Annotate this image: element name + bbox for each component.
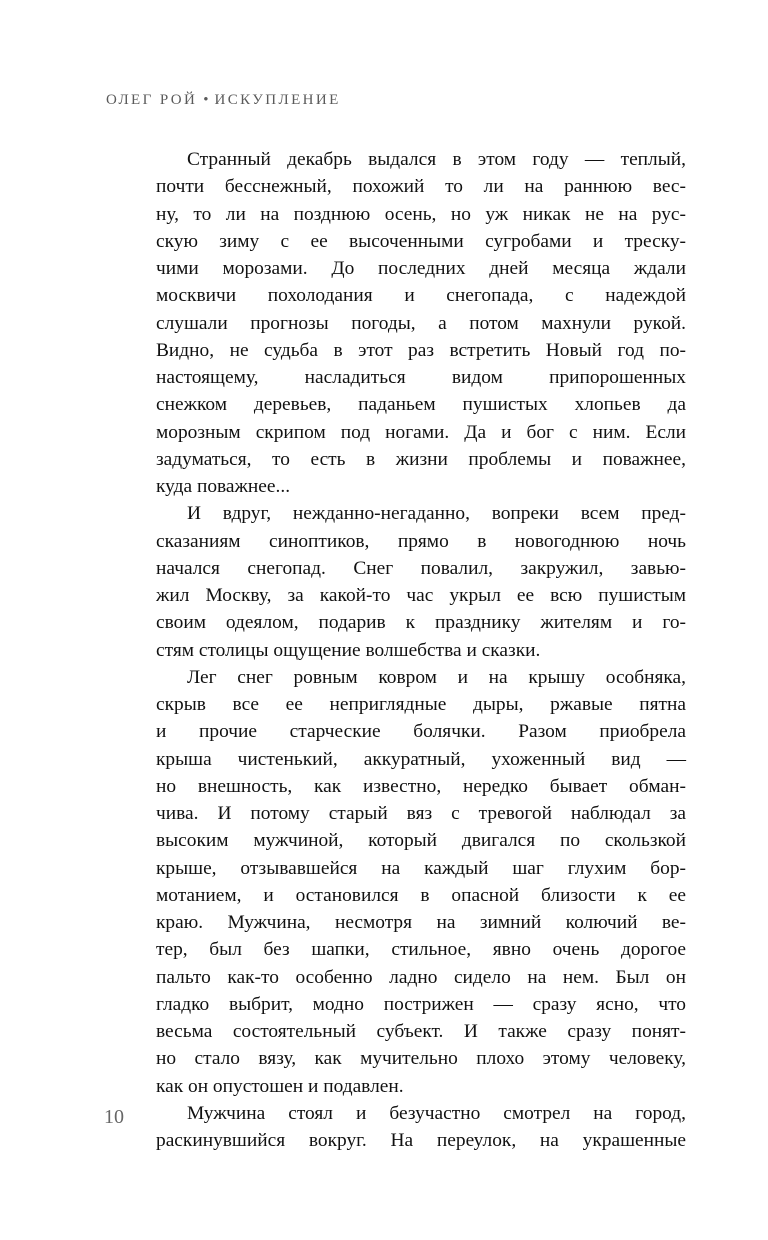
text-line: почти бесснежный, похожий то ли на раннюю вес- (156, 176, 686, 198)
text-line: И вдруг, нежданно-негаданно, вопреки всем пред- (187, 503, 686, 525)
text-line: своим одеялом, подарив к празднику жителям и го- (156, 612, 686, 634)
text-line: снежком деревьев, паданьем пушистых хлопьев да (156, 394, 686, 416)
text-line: задуматься, то есть в жизни проблемы и поважнее, (156, 448, 686, 470)
paragraph (156, 146, 686, 500)
text-line: но стало вязу, как мучительно плохо этому человеку, (156, 1048, 686, 1070)
text-line: скрыв все ее неприглядные дыры, ржавые пятна (156, 694, 686, 715)
text-line: москвичи похолодания и снегопада, с надеждой (156, 285, 686, 307)
text-line: скую зиму с ее высоченными сугробами и треску- (156, 230, 686, 252)
text-line: краю. Мужчина, несмотря на зимний колючий ве- (156, 912, 686, 933)
paragraph (156, 500, 686, 664)
text-line: пальто как-то особенно ладно сидело на нем. Был он (156, 966, 686, 988)
text-line: куда поважнее... (156, 476, 291, 497)
text-line: настоящему, насладиться видом припорошенных (156, 367, 686, 388)
text-line: крыше, отзывавшейся на каждый шаг глухим бор- (156, 857, 686, 879)
text-line: слушали прогнозы погоды, а потом махнули рукой. (156, 312, 686, 334)
text-line: Странный декабрь выдался в этом году — теплый, (187, 149, 686, 170)
paragraph (156, 664, 686, 1100)
text-line: раскинувшийся вокруг. На переулок, на украшенные (156, 1130, 686, 1151)
text-line: жил Москву, за какой-то час укрыл ее всю пушистым (156, 585, 686, 606)
text-line: стям столицы ощущение волшебства и сказки. (156, 639, 541, 661)
text-line: Мужчина стоял и безучастно смотрел на город, (187, 1102, 686, 1124)
body-text (156, 146, 686, 1154)
text-line: высоким мужчиной, который двигался по скользкой (156, 830, 686, 852)
text-line: гладко выбрит, модно пострижен — сразу ясно, что (156, 993, 686, 1015)
text-line: но внешность, как известно, нередко бывает обман- (156, 775, 686, 797)
running-head-title: ИСКУПЛЕНИЕ (214, 92, 341, 108)
text-line: сказаниям синоптиков, прямо в новогоднюю ночь (156, 530, 686, 552)
running-head-author: ОЛЕГ РОЙ (106, 92, 198, 108)
text-line: Видно, не судьба в этот раз встретить Новый год по- (156, 339, 686, 361)
text-line: ну, то ли на позднюю осень, но уж никак не на рус- (156, 203, 686, 225)
text-line: и прочие старческие болячки. Разом приобрела (156, 721, 686, 743)
text-line: чими морозами. До последних дней месяца ждали (156, 258, 686, 279)
text-line: мотанием, и остановился в опасной близости к ее (156, 884, 686, 906)
text-line: тер, был без шапки, стильное, явно очень дорогое (156, 939, 686, 961)
text-line: чива. И потому старый вяз с тревогой наблюдал за (156, 803, 686, 824)
text-line: как он опустошен и подавлен. (156, 1075, 404, 1097)
text-line: весьма состоятельный субъект. И также сразу понят- (156, 1021, 686, 1042)
page-number: 10 (104, 1106, 124, 1128)
text-line: Лег снег ровным ковром и на крышу особняка, (187, 666, 686, 688)
text-line: крыша чистенький, аккуратный, ухоженный вид — (156, 748, 686, 770)
text-line: начался снегопад. Снег повалил, закружил, завью- (156, 557, 686, 579)
running-head-separator: • (203, 92, 209, 108)
running-head (106, 92, 341, 109)
paragraph (156, 1100, 686, 1155)
text-line: морозным скрипом под ногами. Да и бог с ним. Если (156, 421, 686, 443)
